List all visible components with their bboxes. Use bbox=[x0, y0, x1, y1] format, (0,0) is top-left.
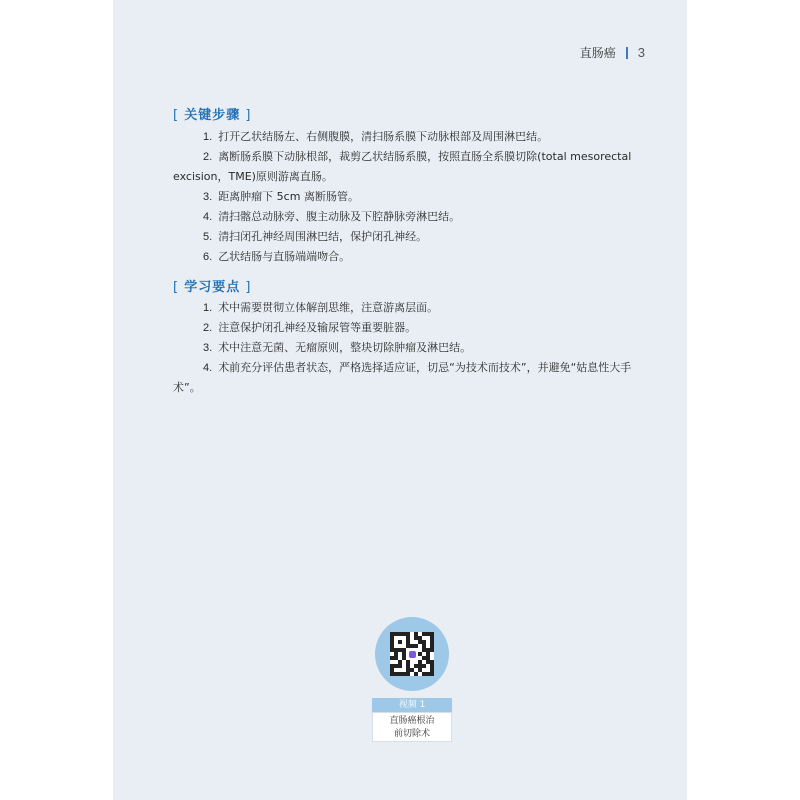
list-item: 1. 打开乙状结肠左、右侧腹膜，清扫肠系膜下动脉根部及周围淋巴结。 bbox=[203, 130, 549, 143]
key-steps-list bbox=[173, 127, 653, 267]
list-item: 3. 术中注意无菌、无瘤原则，整块切除肿瘤及淋巴结。 bbox=[203, 341, 472, 354]
book-page bbox=[113, 0, 687, 800]
chapter-title: 直肠癌 bbox=[579, 46, 616, 60]
list-item: 4. 术前充分评估患者状态，严格选择适应证，切忌“为技术而技术”，并避免“姑息性大手术”。 bbox=[173, 361, 632, 394]
qr-code-icon[interactable] bbox=[390, 632, 434, 676]
qr-code-badge[interactable] bbox=[375, 617, 449, 691]
learning-points-list bbox=[173, 298, 653, 398]
list-item: 5. 清扫闭孔神经周围淋巴结，保护闭孔神经。 bbox=[203, 230, 428, 243]
video-label: 视频 1 bbox=[372, 698, 452, 712]
video-caption: 直肠癌根治 前切除术 bbox=[372, 712, 452, 742]
section-title-key-steps: [ 关键步骤 ] bbox=[173, 108, 252, 123]
list-item: 6. 乙状结肠与直肠端端吻合。 bbox=[203, 250, 351, 263]
list-item: 2. 离断肠系膜下动脉根部，裁剪乙状结肠系膜，按照直肠全系膜切除(total mesorectal excision，TME)原则游离直肠。 bbox=[173, 150, 632, 183]
list-item: 4. 清扫髂总动脉旁、腹主动脉及下腔静脉旁淋巴结。 bbox=[203, 210, 461, 223]
list-item: 2. 注意保护闭孔神经及输尿管等重要脏器。 bbox=[203, 321, 417, 334]
qr-logo-icon bbox=[406, 648, 418, 660]
list-item: 1. 术中需要贯彻立体解剖思维，注意游离层面。 bbox=[203, 301, 439, 314]
page-header bbox=[580, 44, 645, 61]
list-item: 3. 距离肿瘤下 5cm 离断肠管。 bbox=[203, 190, 359, 203]
page-number: 3 bbox=[637, 45, 645, 60]
section-title-learning-points: [ 学习要点 ] bbox=[173, 280, 252, 295]
header-divider bbox=[626, 47, 628, 59]
